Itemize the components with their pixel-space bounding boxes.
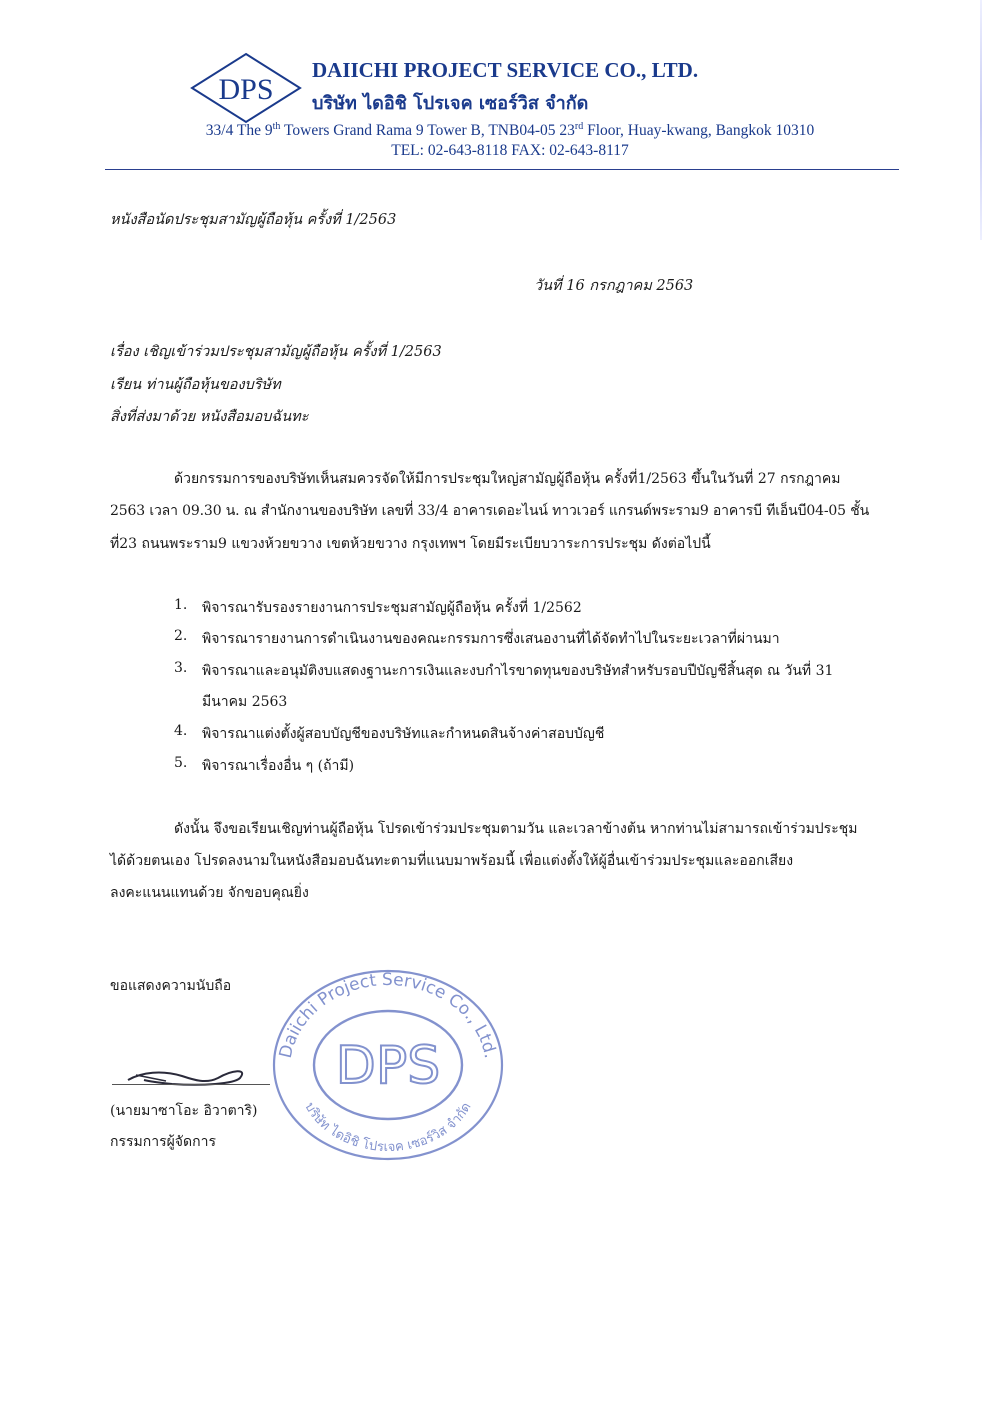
signature-line — [112, 1084, 270, 1085]
agenda-item: พิจารณารับรองรายงานการประชุมสามัญผู้ถือหุ้น ครั้งที่ 1/2562 — [202, 600, 582, 616]
signer-name: (นายมาซาโอะ อิวาตาริ) — [110, 1103, 258, 1119]
agenda-item-continued: มีนาคม 2563 — [202, 694, 288, 710]
document-title: หนังสือนัดประชุมสามัญผู้ถือหุ้น ครั้งที่ 1/2563 — [110, 212, 397, 228]
agenda-item: พิจารณาและอนุมัติงบแสดงฐานะการเงินและงบกำไรขาดทุนของบริษัทสำหรับรอบปีบัญชีสิ้นสุด ณ วันที่ 31 — [202, 663, 834, 679]
closing-line: ดังนั้น จึงขอเรียนเชิญท่านผู้ถือหุ้น โปรดเข้าร่วมประชุมตามวัน และเวลาข้างต้น หากท่านไม่สามารถเข้าร่วมประชุม — [174, 821, 858, 837]
dps-logo — [190, 52, 302, 124]
agenda-number: 5. — [174, 755, 188, 771]
agenda-number: 1. — [174, 597, 188, 613]
closing-line: ได้ด้วยตนเอง โปรดลงนามในหนังสือมอบฉันทะตามที่แนบมาพร้อมนี้ เพื่อแต่งตั้งให้ผู้อื่นเข้าร่วมประชุมและออกเสียง — [110, 853, 794, 869]
scan-edge-mark — [980, 0, 982, 240]
agenda-number: 4. — [174, 723, 188, 739]
stamp-ring-top: Daiichi Project Service Co., Ltd. — [275, 970, 501, 1061]
signer-title: กรรมการผู้จัดการ — [110, 1134, 216, 1150]
letter-enclosure: สิ่งที่ส่งมาด้วย หนังสือมอบฉันทะ — [110, 409, 309, 425]
company-name-th: บริษัท ไดอิชิ โปรเจค เซอร์วิส จำกัด — [312, 93, 589, 114]
regards: ขอแสดงความนับถือ — [110, 978, 232, 994]
agenda-item: พิจารณาแต่งตั้งผู้สอบบัญชีของบริษัทและกำหนดสินจ้างค่าสอบบัญชี — [202, 726, 605, 742]
svg-text:บริษัท ไดอิชิ โปรเจค เซอร์วิส — [301, 1100, 474, 1155]
intro-line: ที่23 ถนนพระราม9 แขวงห้วยขวาง เขตห้วยขวาง กรุงเทพฯ โดยมีระเบียบวาระการประชุม ดังต่อไปนี้ — [110, 536, 711, 552]
stamp-ring-bottom: บริษัท ไดอิชิ โปรเจค เซอร์วิส จำกัด — [301, 1100, 475, 1156]
header-divider — [105, 169, 899, 170]
logo-text: DPS — [218, 73, 274, 106]
letter-recipient: เรียน ท่านผู้ถือหุ้นของบริษัท — [110, 377, 281, 393]
intro-line: ด้วยกรรมการของบริษัทเห็นสมควรจัดให้มีการประชุมใหญ่สามัญผู้ถือหุ้น ครั้งที่1/2563 ขึ้นในวันที่ 27 กรกฎาคม — [174, 471, 841, 487]
company-stamp — [268, 965, 508, 1165]
agenda-number: 3. — [174, 660, 188, 676]
agenda-number: 2. — [174, 628, 188, 644]
agenda-item: พิจารณารายงานการดำเนินงานของคณะกรรมการซึ่งเสนองานที่ได้จัดทำไปในระยะเวลาที่ผ่านมา — [202, 631, 780, 647]
stamp-center-text: DPS — [335, 1036, 441, 1096]
intro-line: 2563 เวลา 09.30 น. ณ สำนักงานของบริษัท เลขที่ 33/4 อาคารเดอะไนน์ ทาวเวอร์ แกรนด์พระราม9 อาคารบี ทีเอ็นบี04-05 ชั้น — [110, 503, 870, 519]
letter-date: วันที่ 16 กรกฎาคม 2563 — [534, 278, 694, 294]
letter-subject: เรื่อง เชิญเข้าร่วมประชุมสามัญผู้ถือหุ้น ครั้งที่ 1/2563 — [110, 344, 442, 360]
closing-line: ลงคะแนนแทนด้วย จักขอบคุณยิ่ง — [110, 885, 309, 901]
company-address: 33/4 The 9th Towers Grand Rama 9 Tower B, TNB04-05 23rd Floor, Huay-kwang, Bangkok 10310 — [205, 121, 815, 140]
signature — [122, 1058, 252, 1092]
agenda-item: พิจารณาเรื่องอื่น ๆ (ถ้ามี) — [202, 758, 355, 774]
company-contact: TEL: 02-643-8118 FAX: 02-643-8117 — [391, 142, 629, 159]
company-name-en: DAIICHI PROJECT SERVICE CO., LTD. — [312, 58, 699, 82]
